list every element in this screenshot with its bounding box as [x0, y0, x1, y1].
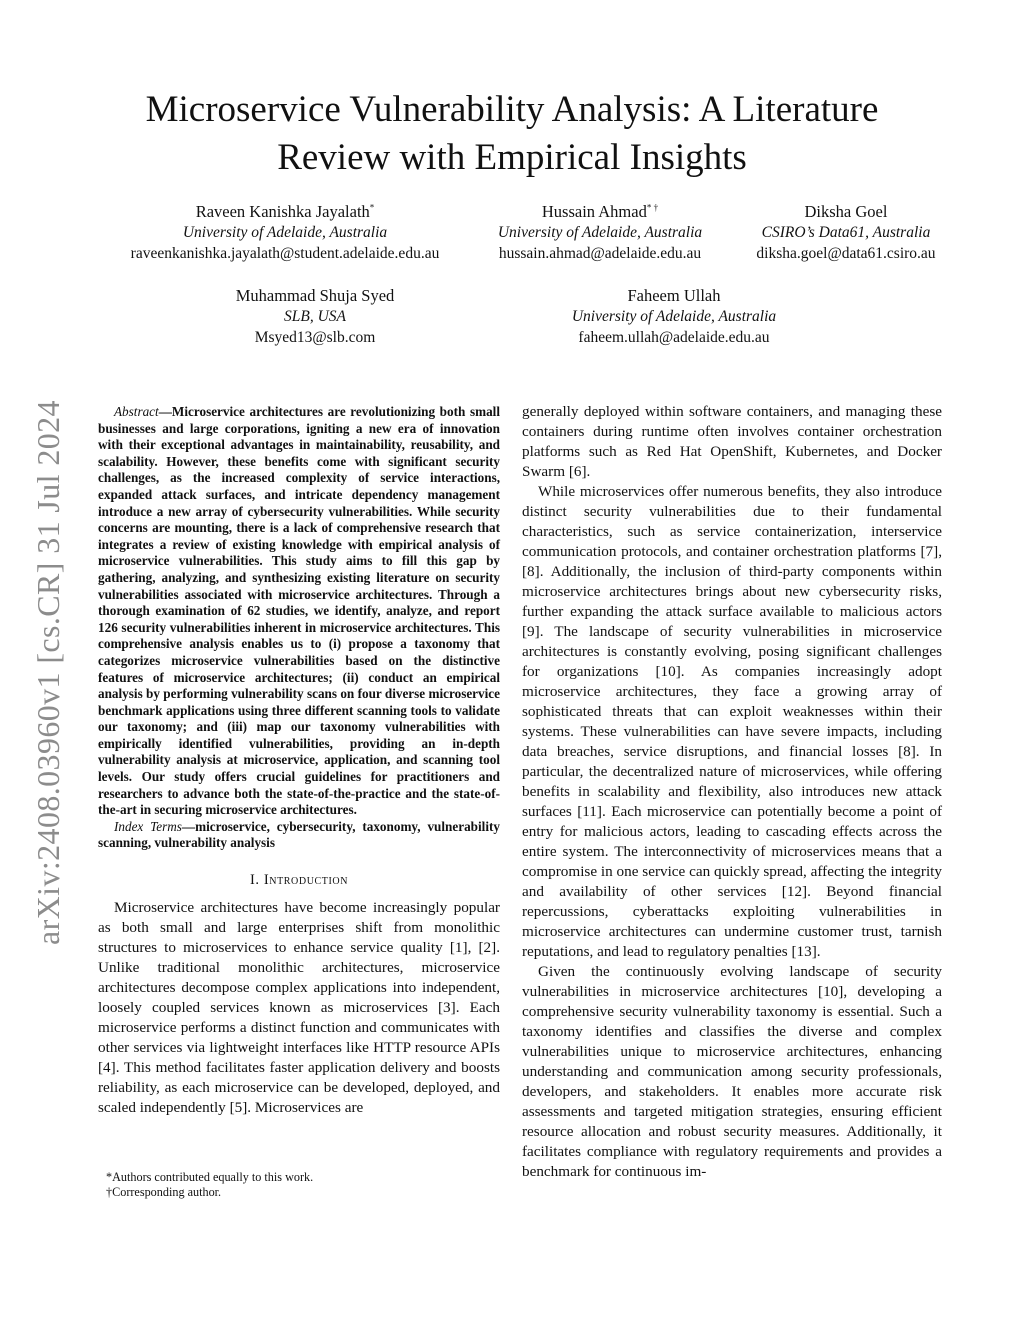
- title-line-1: Microservice Vulnerability Analysis: A Literature: [145, 89, 879, 130]
- author-name: Faheem Ullah: [627, 286, 721, 305]
- author-affiliation: University of Adelaide, Australia: [571, 308, 777, 325]
- footnote-equal-contribution: *Authors contributed equally to this work.: [106, 1170, 314, 1184]
- index-terms: Index Terms—microservice, cybersecurity, taxonomy, vulnerability scanning, vulnerability analysis: [98, 818, 500, 851]
- author-email[interactable]: Msyed13@slb.com: [254, 329, 376, 346]
- author-affiliation: University of Adelaide, Australia: [182, 224, 388, 241]
- author-affiliation: CSIRO’s Data61, Australia: [761, 224, 931, 241]
- title-line-2: Review with Empirical Insights: [277, 137, 747, 178]
- author-affiliation: University of Adelaide, Australia: [497, 224, 703, 241]
- body-paragraph: generally deployed within software containers, and managing these containers during runtime often involves container orchestration platforms such as Red Hat OpenShift, Kubernetes, and Docker Swarm [6].: [522, 403, 942, 480]
- footnote-corresponding-author: †Corresponding author.: [106, 1185, 222, 1199]
- arxiv-identifier: arXiv:2408.03960v1 [cs.CR] 31 Jul 2024: [30, 400, 66, 945]
- author-block: [190, 285, 440, 348]
- author-block: [470, 201, 730, 264]
- paper-title: [60, 86, 964, 182]
- author-name: Muhammad Shuja Syed: [235, 286, 395, 305]
- author-email[interactable]: faheem.ullah@adelaide.edu.au: [578, 329, 770, 346]
- left-column: [98, 404, 500, 1118]
- author-email[interactable]: raveenkanishka.jayalath@student.adelaide.edu.au: [130, 245, 440, 262]
- body-paragraph: While microservices offer numerous benefits, they also introduce distinct security vulnerabilities due to their fundamental characteristics, such as service containerization, interservice communication protocols, and container orchestration platforms [7], [8]. Additionally, the inclusion of third-party components within microservice architectures brings about new cybersecurity risks, further expanding the attack surface available to malicious actors [9]. The landscape of security vulnerabilities in microservice architectures is constantly evolving, posing significant challenges for organizations [10]. As companies increasingly adopt microservice architectures, they face a growing array of sophisticated threats that can exploit weaknesses within their systems. These vulnerabilities can have severe impacts, including data breaches, service disruptions, and financial losses [8]. In particular, the decentralized nature of microservices, while offering benefits in scalability and flexibility, also introduces new attack surfaces [11]. Each microservice can potentially become a point of entry for malicious actors, leading to cascading effects across the entire system. The interconnectivity of microservices means that a compromise in one service can quickly spread, affecting the integrity and availability of other services [12]. Beyond financial repercussions, cyberattacks exploiting vulnerabilities in microservice architectures can undermine customer trust, tarnish reputations, and lead to regulatory penalties [13].: [522, 483, 942, 960]
- author-email[interactable]: hussain.ahmad@adelaide.edu.au: [498, 245, 702, 262]
- author-block: [548, 285, 800, 348]
- author-email[interactable]: diksha.goel@data61.csiro.au: [756, 245, 936, 262]
- author-affiliation: SLB, USA: [284, 308, 346, 325]
- intro-paragraph: Microservice architectures have become increasingly popular as both small and large enterprises shift from monolithic structures to microservices to enhance service quality [1], [2]. Unlike traditional monolithic architectures, microservice architectures decompose complex applications into independent, loosely coupled services known as microservices [3]. Each microservice performs a distinct function and communicates with other services via lightweight interfaces like HTTP resource APIs [4]. This method facilitates faster application delivery and boosts reliability, as each microservice can be developed, deployed, and scaled independently [5]. Microservices are: [98, 899, 500, 1117]
- section-heading: I. Introduction: [249, 872, 349, 889]
- footnotes: [98, 1170, 500, 1200]
- right-column: [522, 402, 942, 1182]
- abstract: Abstract—Microservice architectures are revolutionizing both small businesses and large corporations, igniting a new era of innovation with their exceptional advantages in maintainability, reusability, and scalability. However, these benefits come with significant security challenges, as the increased complexity of service interactions, expanded attack surfaces, and intricate dependency management introduce a new array of cybersecurity vulnerabilities. While security concerns are mounting, there is a lack of comprehensive research that integrates a review of existing knowledge with empirical analysis of microservice vulnerabilities. This study aims to fill this gap by gathering, analyzing, and synthesizing existing literature on security vulnerabilities associated with microservice architectures. Through a thorough examination of 62 studies, we identify, analyze, and report 126 security vulnerabilities inherent in microservice architectures. This comprehensive analysis enables us to (i) propose a taxonomy that categorizes microservice vulnerabilities based on the distinctive features of microservice architectures; (ii) conduct an empirical analysis by performing vulnerability scans on four diverse microservice benchmark applications using three different scanning tools to validate our taxonomy; and (iii) map our taxonomy vulnerabilities with empirically identified vulnerabilities, providing an in-depth vulnerability analysis at microservice, application, and scanning tool levels. Our study offers crucial guidelines for practitioners and researchers to advance both the state-of-the-practice and the state-of-the-art in securing microservice architectures.: [98, 404, 500, 818]
- author-name: Hussain Ahmad* †: [541, 202, 659, 221]
- author-block: [110, 201, 460, 264]
- body-paragraph: Given the continuously evolving landscape of security vulnerabilities in microservice architectures [10], developing a comprehensive security vulnerability taxonomy is essential. Such a taxonomy identifies and classifies the diverse and complex vulnerabilities unique to microservice architectures, enhancing understanding and communication among security professionals, developers, and stakeholders. It enables more accurate risk assessments and targeted mitigation strategies, ensuring efficient resource allocation and robust security measures. Additionally, it facilitates compliance with regulatory requirements and provides a benchmark for continuous im-: [522, 963, 942, 1180]
- author-name: Raveen Kanishka Jayalath*: [195, 202, 375, 221]
- author-name: Diksha Goel: [804, 202, 888, 221]
- author-block: [738, 201, 954, 264]
